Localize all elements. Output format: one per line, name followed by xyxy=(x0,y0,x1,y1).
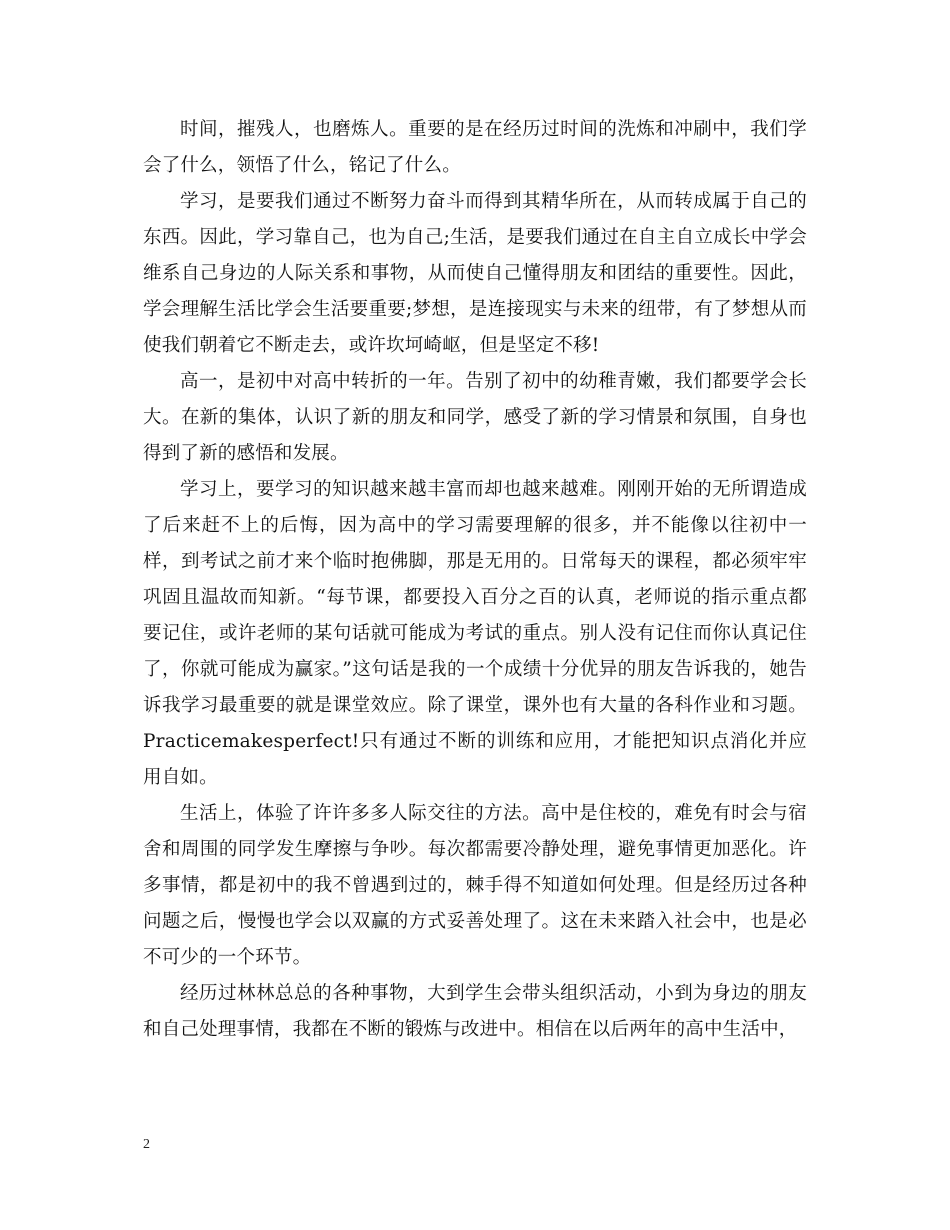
paragraph: 经历过林林总总的各种事物，大到学生会带头组织活动，小到为身边的朋友和自己处理事情，我都在不断的锻炼与改进中。相信在以后两年的高中生活中， xyxy=(143,983,807,1040)
page-number: 2 xyxy=(143,1137,150,1152)
paragraph: 高一，是初中对高中转折的一年。告别了初中的幼稚青嫩，我们都要学会长大。在新的集体，认识了新的朋友和同学，感受了新的学习情景和氛围，自身也得到了新的感悟和发展。 xyxy=(143,371,807,464)
paragraph: 时间，摧残人，也磨炼人。重要的是在经历过时间的洗炼和冲刷中，我们学会了什么，领悟了什么，铭记了什么。 xyxy=(143,119,807,176)
paragraph: 学习上，要学习的知识越来越丰富而却也越来越难。刚刚开始的无所谓造成了后来赶不上的后悔，因为高中的学习需要理解的很多，并不能像以往初中一样，到考试之前才来个临时抱佛脚，那是无用的。日常每天的课程，都必须牢牢巩固且温故而知新。“每节课，都要投入百分之百的认真，老师说的指示重点都要记住，或许老师的某句话就可能成为考试的重点。别人没有记住而你认真记住了，你就可能成为赢家。”这句话是我的一个成绩十分优异的朋友告诉我的，她告诉我学习最重要的就是课堂效应。除了课堂，课外也有大量的各科作业和习题。Practicemakesperfect!只有通过不断的训练和应用，才能把知识点消化并应用自如。 xyxy=(143,479,807,788)
paragraph: 学习，是要我们通过不断努力奋斗而得到其精华所在，从而转成属于自己的东西。因此，学习靠自己，也为自己;生活，是要我们通过在自主自立成长中学会维系自己身边的人际关系和事物，从而使自己懂得朋友和团结的重要性。因此，学会理解生活比学会生活要重要;梦想，是连接现实与未来的纽带，有了梦想从而使我们朝着它不断走去，或许坎坷崎岖，但是坚定不移! xyxy=(143,191,807,356)
body-text xyxy=(143,112,807,1048)
paragraph: 生活上，体验了许许多多人际交往的方法。高中是住校的，难免有时会与宿舍和周围的同学发生摩擦与争吵。每次都需要冷静处理，避免事情更加恶化。许多事情，都是初中的我不曾遇到过的，棘手得不知道如何处理。但是经历过各种问题之后，慢慢也学会以双赢的方式妥善处理了。这在未来踏入社会中，也是必不可少的一个环节。 xyxy=(143,803,807,968)
